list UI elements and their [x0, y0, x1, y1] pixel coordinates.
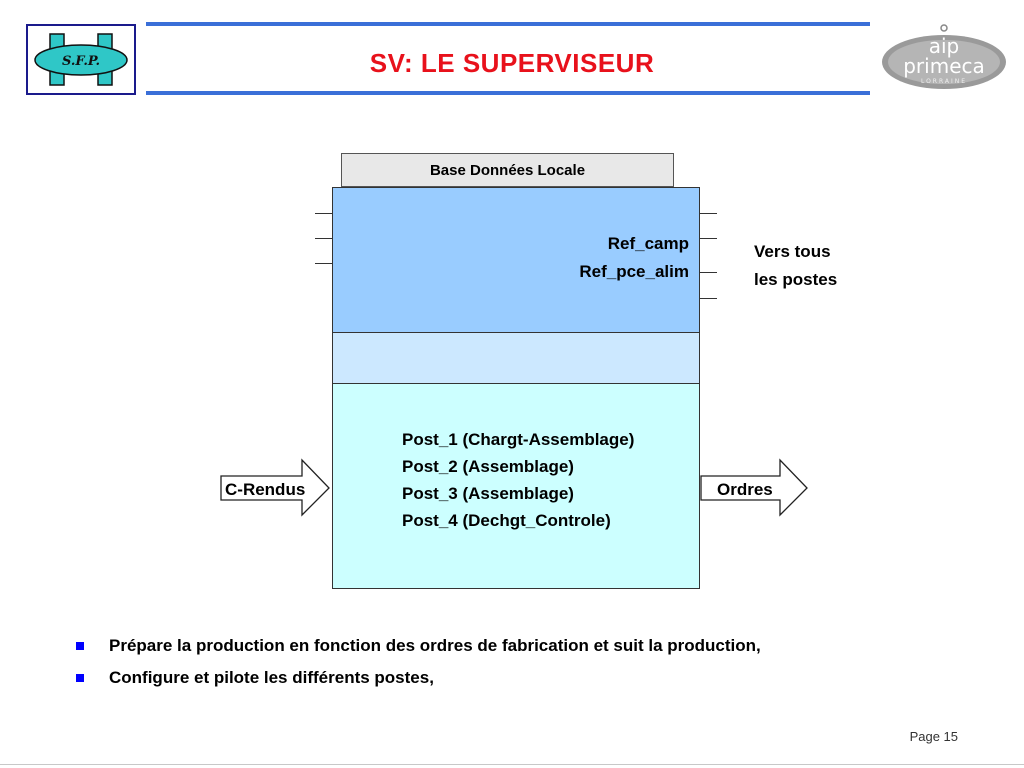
- connector-tick: [315, 213, 332, 214]
- post-item: Post_1 (Chargt-Assemblage): [402, 430, 635, 449]
- logo-lorraine-text: LORRAINE: [920, 78, 968, 85]
- connector-tick: [700, 272, 717, 273]
- header-bar-bottom: [146, 91, 870, 95]
- connector-tick: [315, 238, 332, 239]
- supervisor-top-block: [332, 187, 700, 333]
- logo-primeca-text: primeca: [903, 54, 985, 78]
- footer-line: [0, 764, 1024, 765]
- vers-label-line1: Vers tous: [754, 242, 831, 261]
- bullet-list: [76, 630, 761, 694]
- bullet-square-icon: [76, 674, 84, 682]
- aip-primeca-logo-icon: [878, 22, 1010, 92]
- page-number: Page 15: [909, 729, 958, 744]
- bullet-item: [76, 662, 761, 694]
- slide-title: SV: LE SUPERVISEUR: [369, 48, 655, 78]
- sfp-logo-text: S.F.P.: [61, 54, 101, 69]
- vers-label-line2: les postes: [754, 270, 838, 289]
- vers-tous-les-postes-label: [754, 238, 837, 294]
- connector-tick: [700, 238, 717, 239]
- connector-tick: [700, 213, 717, 214]
- bullet-square-icon: [76, 642, 84, 650]
- bullet-item: [76, 630, 761, 662]
- bullet-text: Configure et pilote les différents postes,: [109, 668, 434, 687]
- ordres-label: Ordres: [717, 480, 773, 499]
- post-item: Post_4 (Dechgt_Controle): [402, 511, 611, 530]
- aip-primeca-logo: [878, 22, 1010, 92]
- database-tab: Base Données Locale: [341, 153, 674, 187]
- connector-tick: [700, 298, 717, 299]
- posts-list: [402, 426, 634, 534]
- post-item: Post_2 (Assemblage): [402, 457, 574, 476]
- header-bar-top: [146, 22, 870, 26]
- supervisor-middle-block: [332, 332, 700, 384]
- post-item: Post_3 (Assemblage): [402, 484, 574, 503]
- ref-pce-alim-label: Ref_pce_alim: [579, 262, 689, 281]
- ref-camp-label: Ref_camp: [607, 234, 689, 253]
- connector-tick: [315, 263, 332, 264]
- c-rendus-label: C-Rendus: [225, 480, 306, 499]
- logo-aip-text: aip: [928, 34, 960, 58]
- bullet-text: Prépare la production en fonction des ordres de fabrication et suit la production,: [109, 636, 761, 655]
